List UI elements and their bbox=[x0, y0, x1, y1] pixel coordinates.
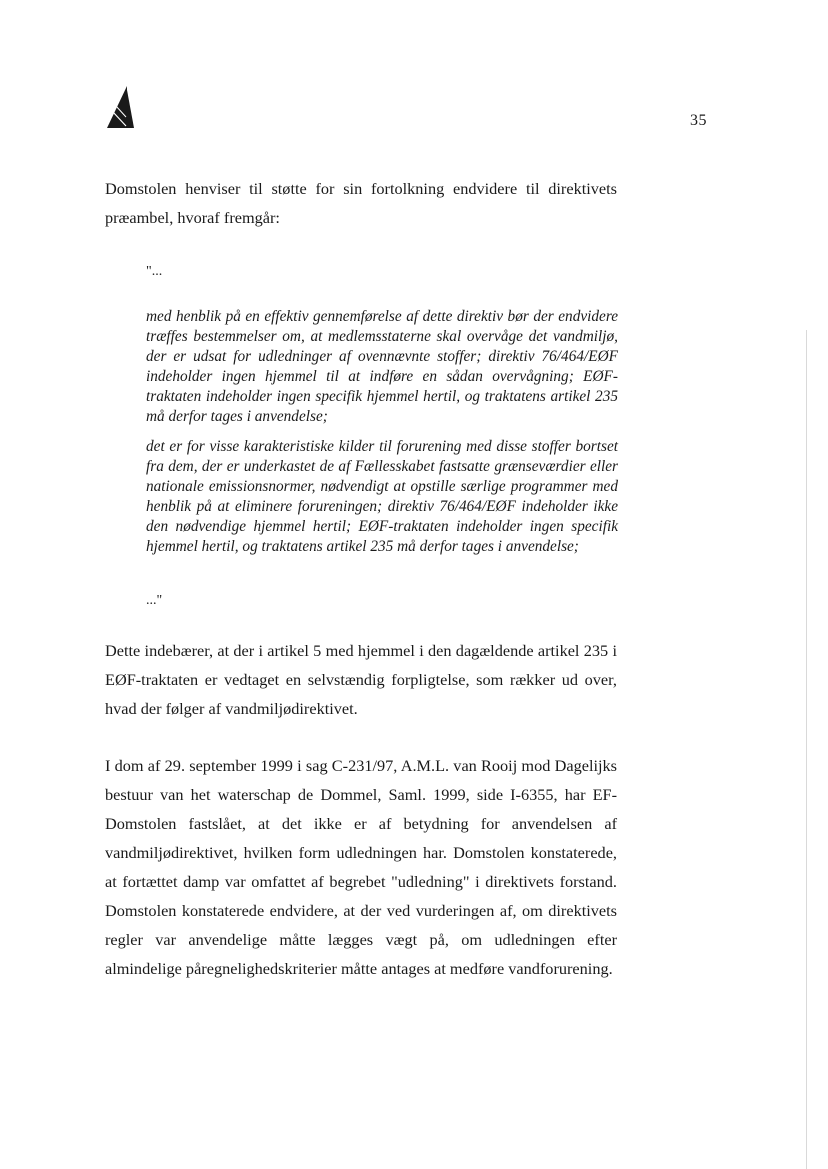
quote-open-mark: "... bbox=[146, 264, 163, 279]
body-paragraph-2: I dom af 29. september 1999 i sag C-231/97, A.M.L. van Rooij mod Dagelijks bestuur van het waterschap de Dommel, Saml. 1999, side I-6355, har EF-Domstolen fastslået, at det ikke er af betydning for anvendelsen af vandmiljødirektivet, hvilken form udledningen har. Domstolen konstaterede, at fortættet damp var omfattet af begrebet "udledning" i direktivets forstand. Domstolen konstaterede endvidere, at der ved vurderingen af, om direktivets regler var anvendelige måtte lægges vægt på, om udledningen efter almindelige påregnelighedskriterier måtte antages at medføre vandforurening. bbox=[105, 756, 617, 978]
quote-close-mark: ..." bbox=[146, 593, 163, 608]
page-number: 35 bbox=[690, 112, 707, 129]
triangle-sail-logo-icon bbox=[107, 86, 135, 128]
intro-paragraph: Domstolen henviser til støtte for sin fortolkning endvidere til direktivets præambel, hvoraf fremgår: bbox=[105, 179, 617, 227]
quote-paragraph-1: med henblik på en effektiv gennemførelse af dette direktiv bør der endvidere træffes bestemmelser om, at medlemsstaterne skal overvåge det vandmiljø, der er udsat for udledninger af ovennævnte stoffer; direktiv 76/464/EØF indeholder ingen hjemmel til at indføre en sådan overvågning; EØF-traktaten indeholder ingen specifik hjemmel hertil, og traktatens artikel 235 må derfor tages i anvendelse; bbox=[146, 308, 618, 425]
body-paragraph-1: Dette indebærer, at der i artikel 5 med hjemmel i den dagældende artikel 235 i EØF-traktaten er vedtaget en selvstændig forpligtelse, som rækker ud over, hvad der følger af vandmiljødirektivet. bbox=[105, 641, 617, 718]
quote-paragraph-2: det er for visse karakteristiske kilder til forurening med disse stoffer bortset fra dem, der er underkastet de af Fællesskabet fastsatte grænseværdier eller nationale emissionsnormer, nødvendigt at opstille særlige programmer med henblik på at eliminere forureningen; direktiv 76/464/EØF indeholder ikke den nødvendige hjemmel hertil; EØF-traktaten indeholder ingen specifik hjemmel hertil, og traktatens artikel 235 må derfor tages i anvendelse; bbox=[146, 438, 618, 555]
scan-edge-line bbox=[806, 330, 807, 1169]
